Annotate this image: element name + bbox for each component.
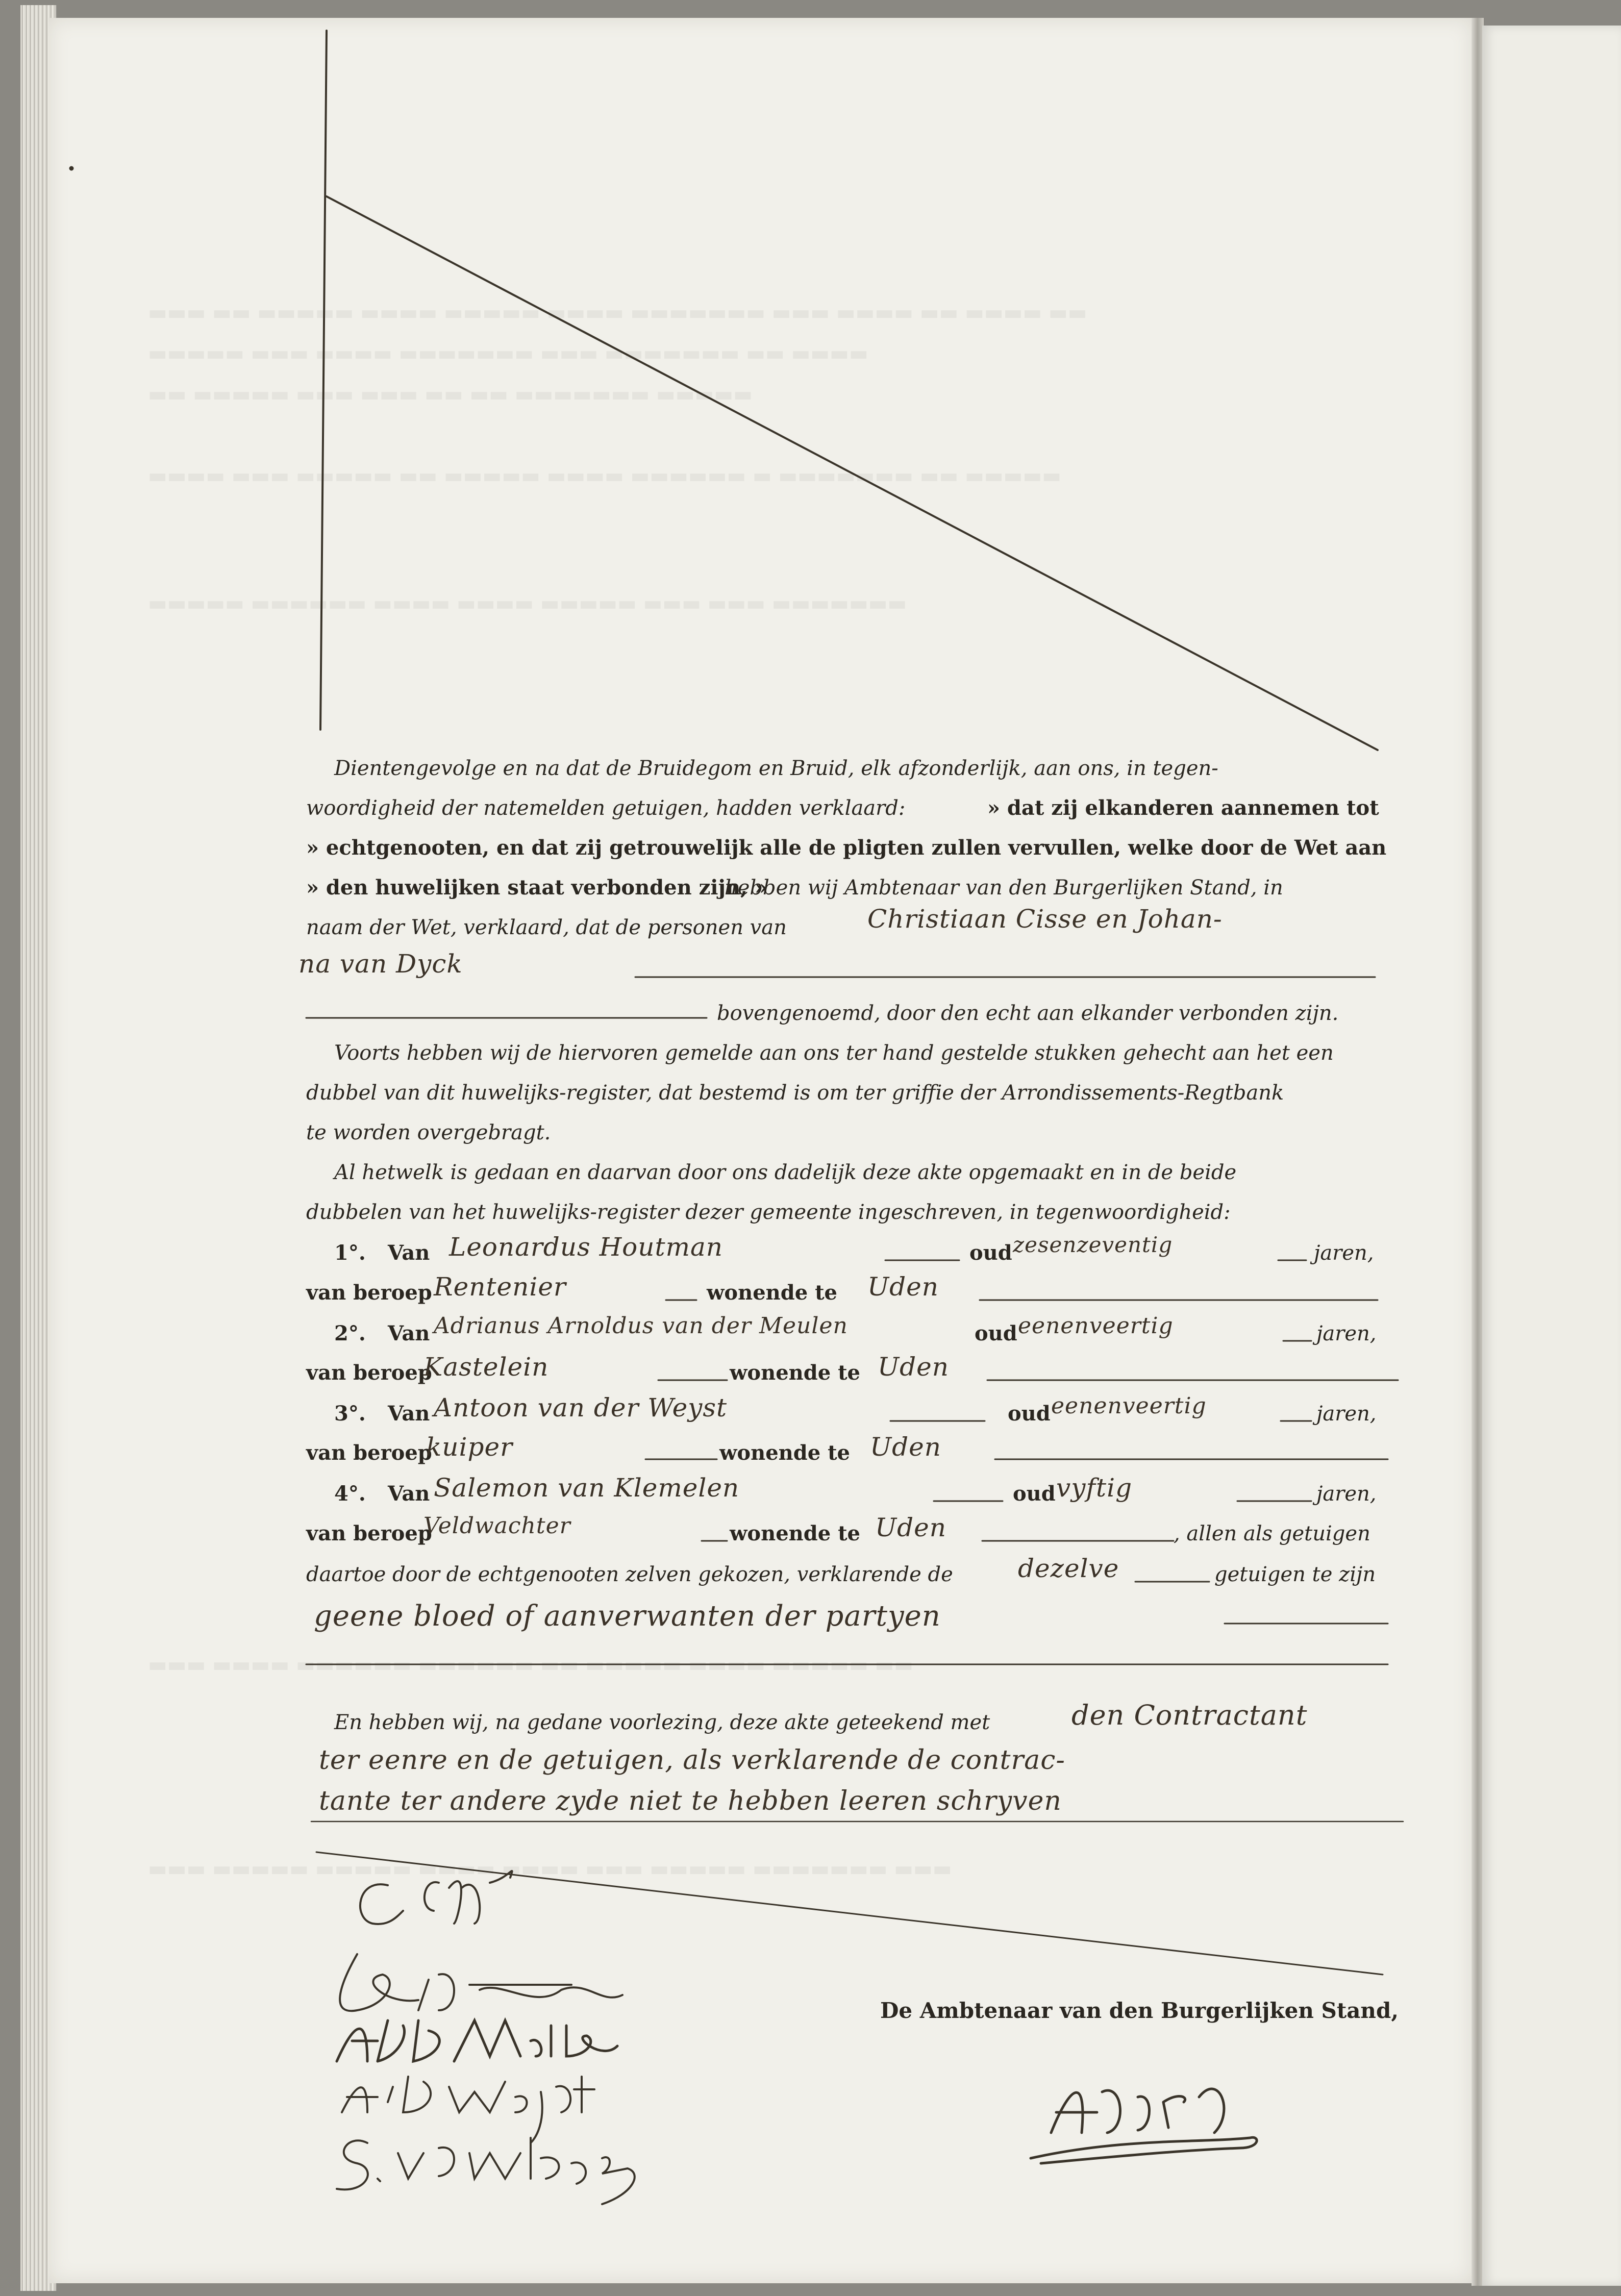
witness-residence: Uden bbox=[870, 1432, 941, 1462]
witness-age: eenenveertig bbox=[1051, 1393, 1207, 1419]
declaration-line-3: » echtgenooten, en dat zij getrouwelijk alle de pligten zullen vervullen, welke door de Wet aan bbox=[306, 836, 1387, 860]
declaration-line-4b: hebben wij Ambtenaar van den Burgerlijken Stand, in bbox=[725, 876, 1283, 900]
witness-number: 4°. bbox=[334, 1482, 366, 1506]
closing-line-1: En hebben wij, na gedane voorlezing, deze akte geteekend met bbox=[334, 1711, 990, 1734]
witness-occupation: kuiper bbox=[426, 1432, 513, 1462]
witness-jaren-label: jaren, bbox=[1316, 1322, 1377, 1345]
handwritten-couple-names-1: Christiaan Cisse en Johan- bbox=[867, 904, 1223, 934]
witness-name: Adrianus Arnoldus van der Meulen bbox=[434, 1313, 848, 1339]
signature-houtman bbox=[340, 1954, 622, 2011]
bleed-through-line: ▬▬ ▬▬▬▬▬ ▬▬▬ ▬▬▬ ▬▬ ▬▬ ▬▬▬▬▬▬▬ ▬▬▬▬▬ bbox=[148, 383, 753, 406]
witness-number: 3°. bbox=[334, 1402, 366, 1426]
witness-number: 2°. bbox=[334, 1321, 366, 1345]
witness-name: Salemon van Klemelen bbox=[434, 1473, 740, 1503]
ink-dot bbox=[69, 166, 73, 170]
witness-occupation: Veldwachter bbox=[423, 1513, 571, 1539]
handwritten-closing-1: den Contractant bbox=[1071, 1699, 1308, 1731]
witness-van-label: Van bbox=[388, 1241, 430, 1265]
declaration-line-2b: » dat zij elkanderen aannemen tot bbox=[987, 796, 1379, 820]
bleed-through-line: ▬▬▬▬▬ ▬▬▬▬▬▬ ▬▬▬▬ ▬▬▬▬ ▬▬▬▬▬ ▬▬▬ ▬▬▬ ▬▬▬▬▬▬▬ bbox=[148, 592, 907, 615]
witness-residence: Uden bbox=[867, 1272, 939, 1302]
handwritten-closing-3: tante ter andere zyde niet te hebben leeren schryven bbox=[319, 1786, 1062, 1816]
done-line-2: dubbelen van het huwelijks-register dezer gemeente ingeschreven, in tegenwoordigheid: bbox=[306, 1201, 1231, 1224]
declaration-line-1: Dientengevolge en na dat de Bruidegom en Bruid, elk afzonderlijk, aan ons, in tegen- bbox=[334, 757, 1218, 780]
witness-age: vyftig bbox=[1056, 1473, 1133, 1503]
witness-age: zesenzeventig bbox=[1013, 1232, 1173, 1257]
declaration-line-2a: woordigheid der natemelden getuigen, hadden verklaard: bbox=[306, 796, 906, 820]
witness-beroep-label: van beroep bbox=[306, 1521, 432, 1545]
witness-jaren-label: jaren, bbox=[1316, 1482, 1377, 1506]
done-line-1: Al hetwelk is gedaan en daarvan door ons dadelijk deze akte opgemaakt en in de beide bbox=[334, 1161, 1237, 1184]
cancellation-diagonal-line-bottom bbox=[316, 1852, 1383, 1975]
signature-van-klemelen bbox=[337, 2138, 635, 2204]
witness-wonende-label: wonende te bbox=[719, 1441, 850, 1465]
handwritten-chosen-value: dezelve bbox=[1018, 1554, 1119, 1583]
witness-beroep-label: van beroep bbox=[306, 1441, 432, 1465]
bleed-through-line: ▬▬▬▬▬ ▬▬▬ ▬▬▬▬ ▬▬▬▬▬▬▬ ▬▬▬ ▬▬▬▬▬▬▬ ▬▬ ▬▬▬▬ bbox=[148, 342, 868, 365]
witness-beroep-label: van beroep bbox=[306, 1361, 432, 1385]
declaration-line-5: naam der Wet, verklaard, dat de personen van bbox=[306, 916, 787, 939]
witness-wonende-label: wonende te bbox=[730, 1361, 860, 1385]
bleed-through-line: ▬▬▬ ▬▬▬▬ ▬▬▬▬▬▬ ▬▬▬▬▬▬ ▬▬ ▬▬▬▬▬ ▬▬▬▬ ▬▬▬▬▬ ▬▬ bbox=[148, 1653, 914, 1677]
handwritten-couple-names-2: na van Dyck bbox=[298, 949, 463, 979]
witness-occupation: Rentenier bbox=[434, 1272, 566, 1302]
witness-jaren-label: jaren, bbox=[1314, 1241, 1374, 1265]
handwritten-closing-2: ter eenre en de getuigen, als verklarende de contrac- bbox=[319, 1745, 1065, 1776]
witness-van-label: Van bbox=[388, 1482, 430, 1506]
declaration-line-4a: » den huwelijken staat verbonden zijn, » bbox=[306, 876, 767, 900]
cancellation-diagonal-line bbox=[327, 196, 1378, 750]
witness-residence: Uden bbox=[875, 1513, 946, 1542]
witness-oud-label: oud bbox=[1008, 1402, 1051, 1426]
witness-wonende-label: wonende te bbox=[707, 1281, 837, 1305]
witness-van-label: Van bbox=[388, 1321, 430, 1345]
witness-oud-label: oud bbox=[1013, 1482, 1056, 1506]
witness-age: eenenveertig bbox=[1018, 1313, 1174, 1339]
handwritten-relation-note: geene bloed of aanverwanten der partyen bbox=[314, 1600, 941, 1633]
witness-jaren-label: jaren, bbox=[1316, 1402, 1377, 1426]
bleed-through-line: ▬▬▬ ▬▬ ▬▬▬▬▬ ▬▬▬▬ ▬▬▬▬▬ ▬▬▬▬ ▬▬▬▬▬▬▬ ▬▬▬ ▬▬▬▬ ▬▬ ▬▬▬▬ ▬▬ bbox=[148, 301, 1087, 325]
cancellation-vertical-line bbox=[320, 31, 327, 730]
signature-van-der-meulen bbox=[337, 2020, 617, 2061]
witness-beroep-label: van beroep bbox=[306, 1281, 432, 1305]
chosen-line-1b: getuigen te zijn bbox=[1214, 1563, 1376, 1586]
signature-van-der-weyst bbox=[342, 2077, 594, 2143]
signature-ambtenaar bbox=[1031, 2089, 1257, 2163]
witness-allen-label: , allen als getuigen bbox=[1174, 1522, 1370, 1545]
attachment-line-2: dubbel van dit huwelijks-register, dat bestemd is om ter griffie der Arrondissements-Regtbank bbox=[306, 1081, 1284, 1105]
bleed-through-line: ▬▬▬ ▬▬▬▬▬ ▬▬▬▬▬ ▬▬▬▬ ▬▬▬▬ ▬▬▬ ▬▬▬▬▬ ▬▬▬▬▬▬▬ ▬▬▬ bbox=[148, 1857, 952, 1881]
declaration-line-7: bovengenoemd, door den echt aan elkander verbonden zijn. bbox=[717, 1002, 1339, 1025]
attachment-line-3: te worden overgebragt. bbox=[306, 1121, 551, 1144]
witness-name: Leonardus Houtman bbox=[449, 1232, 723, 1262]
official-title: De Ambtenaar van den Burgerlijken Stand, bbox=[880, 1998, 1399, 2023]
witness-wonende-label: wonende te bbox=[730, 1521, 860, 1545]
witness-number: 1°. bbox=[334, 1241, 366, 1265]
witness-oud-label: oud bbox=[969, 1241, 1012, 1265]
witness-occupation: Kastelein bbox=[423, 1352, 549, 1382]
witness-oud-label: oud bbox=[975, 1321, 1017, 1345]
attachment-line-1: Voorts hebben wij de hiervoren gemelde aan ons ter hand gestelde stukken gehecht aan het een bbox=[334, 1041, 1334, 1065]
chosen-line-1a: daartoe door de echtgenooten zelven gekozen, verklarende de bbox=[306, 1563, 953, 1586]
bleed-through-line: ▬▬▬▬ ▬▬▬ ▬▬▬▬▬ ▬▬ ▬▬▬▬▬ ▬▬▬▬ ▬▬▬▬▬▬ ▬ ▬▬▬▬▬▬▬ ▬▬ ▬▬▬▬▬ bbox=[148, 464, 1062, 488]
witness-van-label: Van bbox=[388, 1402, 430, 1426]
signature-christiaan-cisse bbox=[360, 1871, 512, 1924]
witness-name: Antoon van der Weyst bbox=[434, 1393, 728, 1422]
witness-residence: Uden bbox=[878, 1352, 949, 1382]
